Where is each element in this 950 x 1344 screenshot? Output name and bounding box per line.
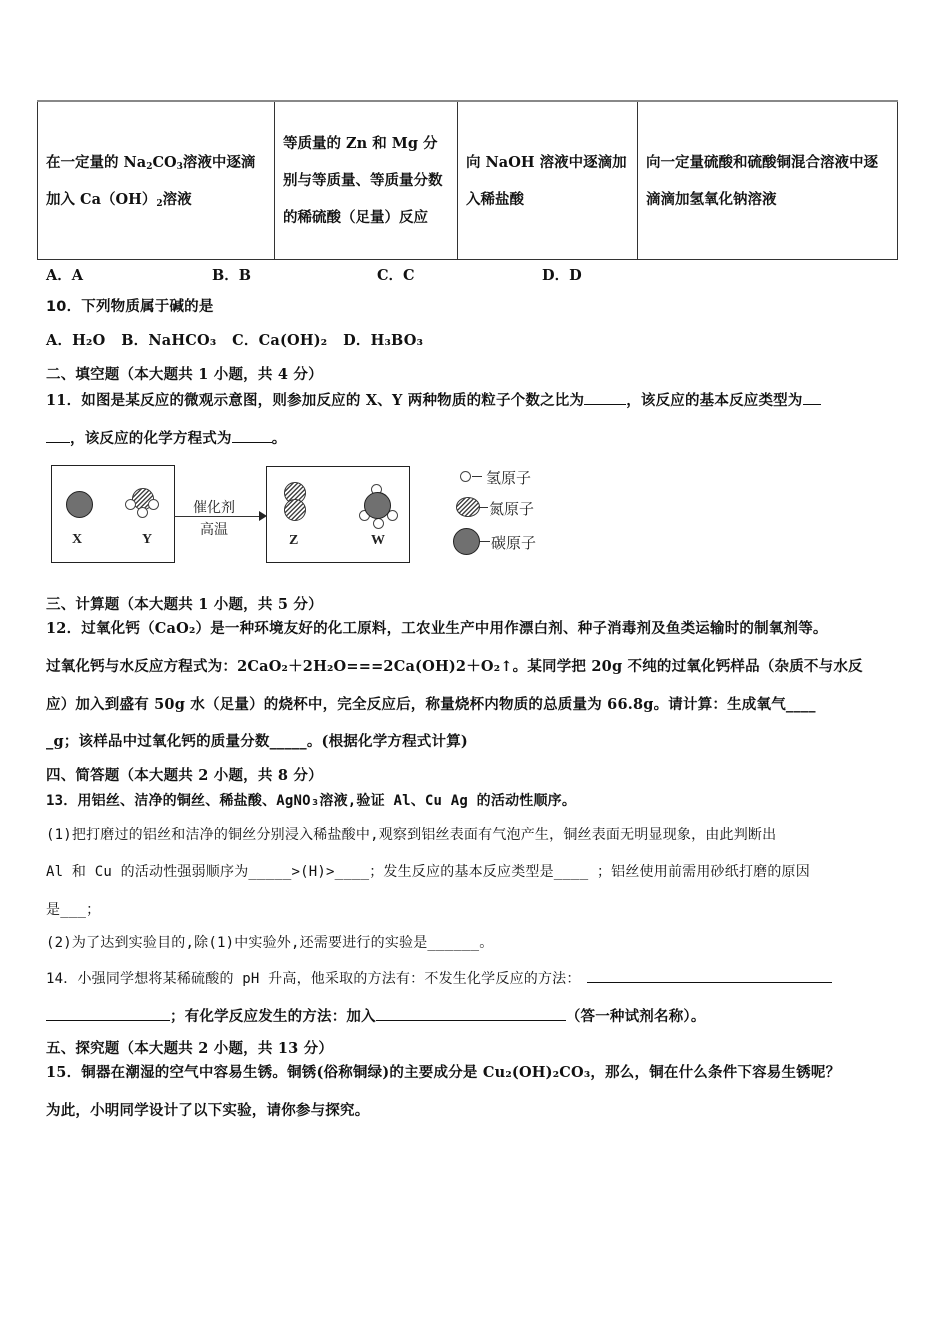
- choice-d[interactable]: D．D: [542, 267, 582, 284]
- reactants-box: [51, 465, 175, 563]
- q11-line1: 11．如图是某反应的微观示意图，则参加反应的 X、Y 两种物质的粒子个数之比为 ，该反应的基本反应类型为: [46, 390, 821, 410]
- hydrogen-atom-icon: [125, 499, 136, 510]
- q14-line2: ；有化学反应发生的方法：加入 （答一种试剂名称）。: [46, 1006, 706, 1026]
- legend-line: [480, 541, 490, 542]
- q12-line1: 12．过氧化钙（CaO₂）是一种环境友好的化工原料，工农业生产中用作漂白剂、种子消毒剂及鱼类运输时的制氧剂等。: [46, 620, 828, 637]
- q11-blank-type-cont[interactable]: [46, 428, 70, 443]
- choice-b[interactable]: B．B: [212, 267, 252, 284]
- q13-stem: 13．用铝丝、洁净的铜丝、稀盐酸、AgNO₃溶液,验证 Al、Cu Ag 的活动性顺序。: [46, 793, 577, 809]
- label-x: X: [72, 532, 83, 547]
- legend-carbon: 碳原子: [491, 534, 537, 552]
- q13-part1-line1: (1)把打磨过的铝丝和洁净的铜丝分别浸入稀盐酸中,观察到铝丝表面有气泡产生，铜丝表面无明显现象，由此判断出: [46, 827, 777, 843]
- q12-line2: 过氧化钙与水反应方程式为：2CaO₂＋2H₂O===2Ca(OH)2＋O₂↑。某同学把 20g 不纯的过氧化钙样品（杂质不与水反: [46, 658, 863, 675]
- q9-options-table: [37, 100, 898, 260]
- option-c-cell: 向 NaOH 溶液中逐滴加入稀盐酸: [458, 101, 638, 260]
- section-4-heading: 四、简答题（本大题共 2 小题，共 8 分）: [46, 767, 323, 784]
- q14-blank-physical-method[interactable]: [587, 968, 832, 983]
- carbon-legend-icon: [453, 528, 480, 555]
- label-y: Y: [142, 532, 153, 547]
- carbon-atom-icon: [66, 491, 93, 518]
- q14-blank-reagent[interactable]: [376, 1006, 566, 1021]
- q14-blank-physical-method-cont[interactable]: [46, 1006, 170, 1021]
- q15-line2: 为此，小明同学设计了以下实验，请你参与探究。: [46, 1102, 370, 1119]
- hydrogen-atom-icon: [137, 507, 148, 518]
- q11-blank-equation[interactable]: [232, 428, 272, 443]
- q10-stem: 10．下列物质属于碱的是: [46, 299, 214, 315]
- q10-option-c[interactable]: C．Ca(OH)₂: [232, 332, 328, 349]
- q10-option-d[interactable]: D．H₃BO₃: [343, 332, 424, 349]
- nitrogen-legend-icon: [456, 497, 480, 517]
- q13-part1-line2: Al 和 Cu 的活动性强弱顺序为_____>(H)>____；发生反应的基本反应类型是____ ；铝丝使用前需用砂纸打磨的原因: [46, 864, 810, 880]
- condition-high-temp: 高温: [200, 522, 228, 538]
- q10-options: [46, 332, 423, 350]
- nitrogen-atom-icon: [284, 499, 306, 521]
- q11-blank-ratio[interactable]: [584, 390, 626, 405]
- choice-c[interactable]: C．C: [377, 267, 415, 284]
- q13-part1-line3: 是___；: [46, 902, 101, 918]
- q13-part2: (2)为了达到实验目的,除(1)中实验外,还需要进行的实验是______。: [46, 935, 494, 951]
- option-b-cell: 等质量的 Zn 和 Mg 分别与等质量、等质量分数的稀硫酸（足量）反应: [275, 101, 458, 260]
- hydrogen-legend-icon: [460, 471, 471, 482]
- hydrogen-atom-icon: [148, 499, 159, 510]
- q10-option-a[interactable]: A．H₂O: [46, 332, 106, 349]
- legend-nitrogen: 氮原子: [489, 500, 535, 518]
- products-box: [266, 466, 410, 563]
- condition-catalyst: 催化剂: [193, 500, 235, 516]
- carbon-atom-icon: [364, 492, 391, 519]
- section-2-heading: 二、填空题（本大题共 1 小题，共 4 分）: [46, 366, 323, 383]
- legend-line: [472, 476, 482, 477]
- section-3-heading: 三、计算题（本大题共 1 小题，共 5 分）: [46, 596, 323, 613]
- option-a-cell: 在一定量的 $Na_2CO_3$溶液中逐滴加入 $Ca(OH)_2$溶液: [38, 101, 275, 260]
- section-5-heading: 五、探究题（本大题共 2 小题，共 13 分）: [46, 1040, 334, 1057]
- hydrogen-atom-icon: [373, 518, 384, 529]
- q12-line3: 应）加入到盛有 50g 水（足量）的烧杯中，完全反应后，称量烧杯内物质的总质量为 66.8g。请计算：生成氧气____: [46, 696, 816, 713]
- q10-option-b[interactable]: B．NaHCO₃: [121, 332, 217, 349]
- q12-line4: _g；该样品中过氧化钙的质量分数_____。(根据化学方程式计算): [46, 733, 468, 750]
- q15-line1: 15．铜器在潮湿的空气中容易生锈。铜锈(俗称铜绿)的主要成分是 Cu₂(OH)₂CO₃，那么，铜在什么条件下容易生锈呢？: [46, 1064, 841, 1081]
- option-d-cell: 向一定量硫酸和硫酸铜混合溶液中逐滴滴加氢氧化钠溶液: [638, 101, 898, 260]
- label-w: W: [371, 533, 385, 548]
- legend-hydrogen: 氢原子: [486, 469, 532, 487]
- q14-line1: 14．小强同学想将某稀硫酸的 pH 升高，他采取的方法有：不发生化学反应的方法：: [46, 968, 832, 988]
- q11-blank-type[interactable]: [803, 390, 821, 405]
- q11-line2: ，该反应的化学方程式为 。: [46, 428, 286, 448]
- choice-a[interactable]: A．A: [46, 267, 84, 284]
- label-z: Z: [289, 533, 299, 548]
- legend-line: [480, 507, 488, 508]
